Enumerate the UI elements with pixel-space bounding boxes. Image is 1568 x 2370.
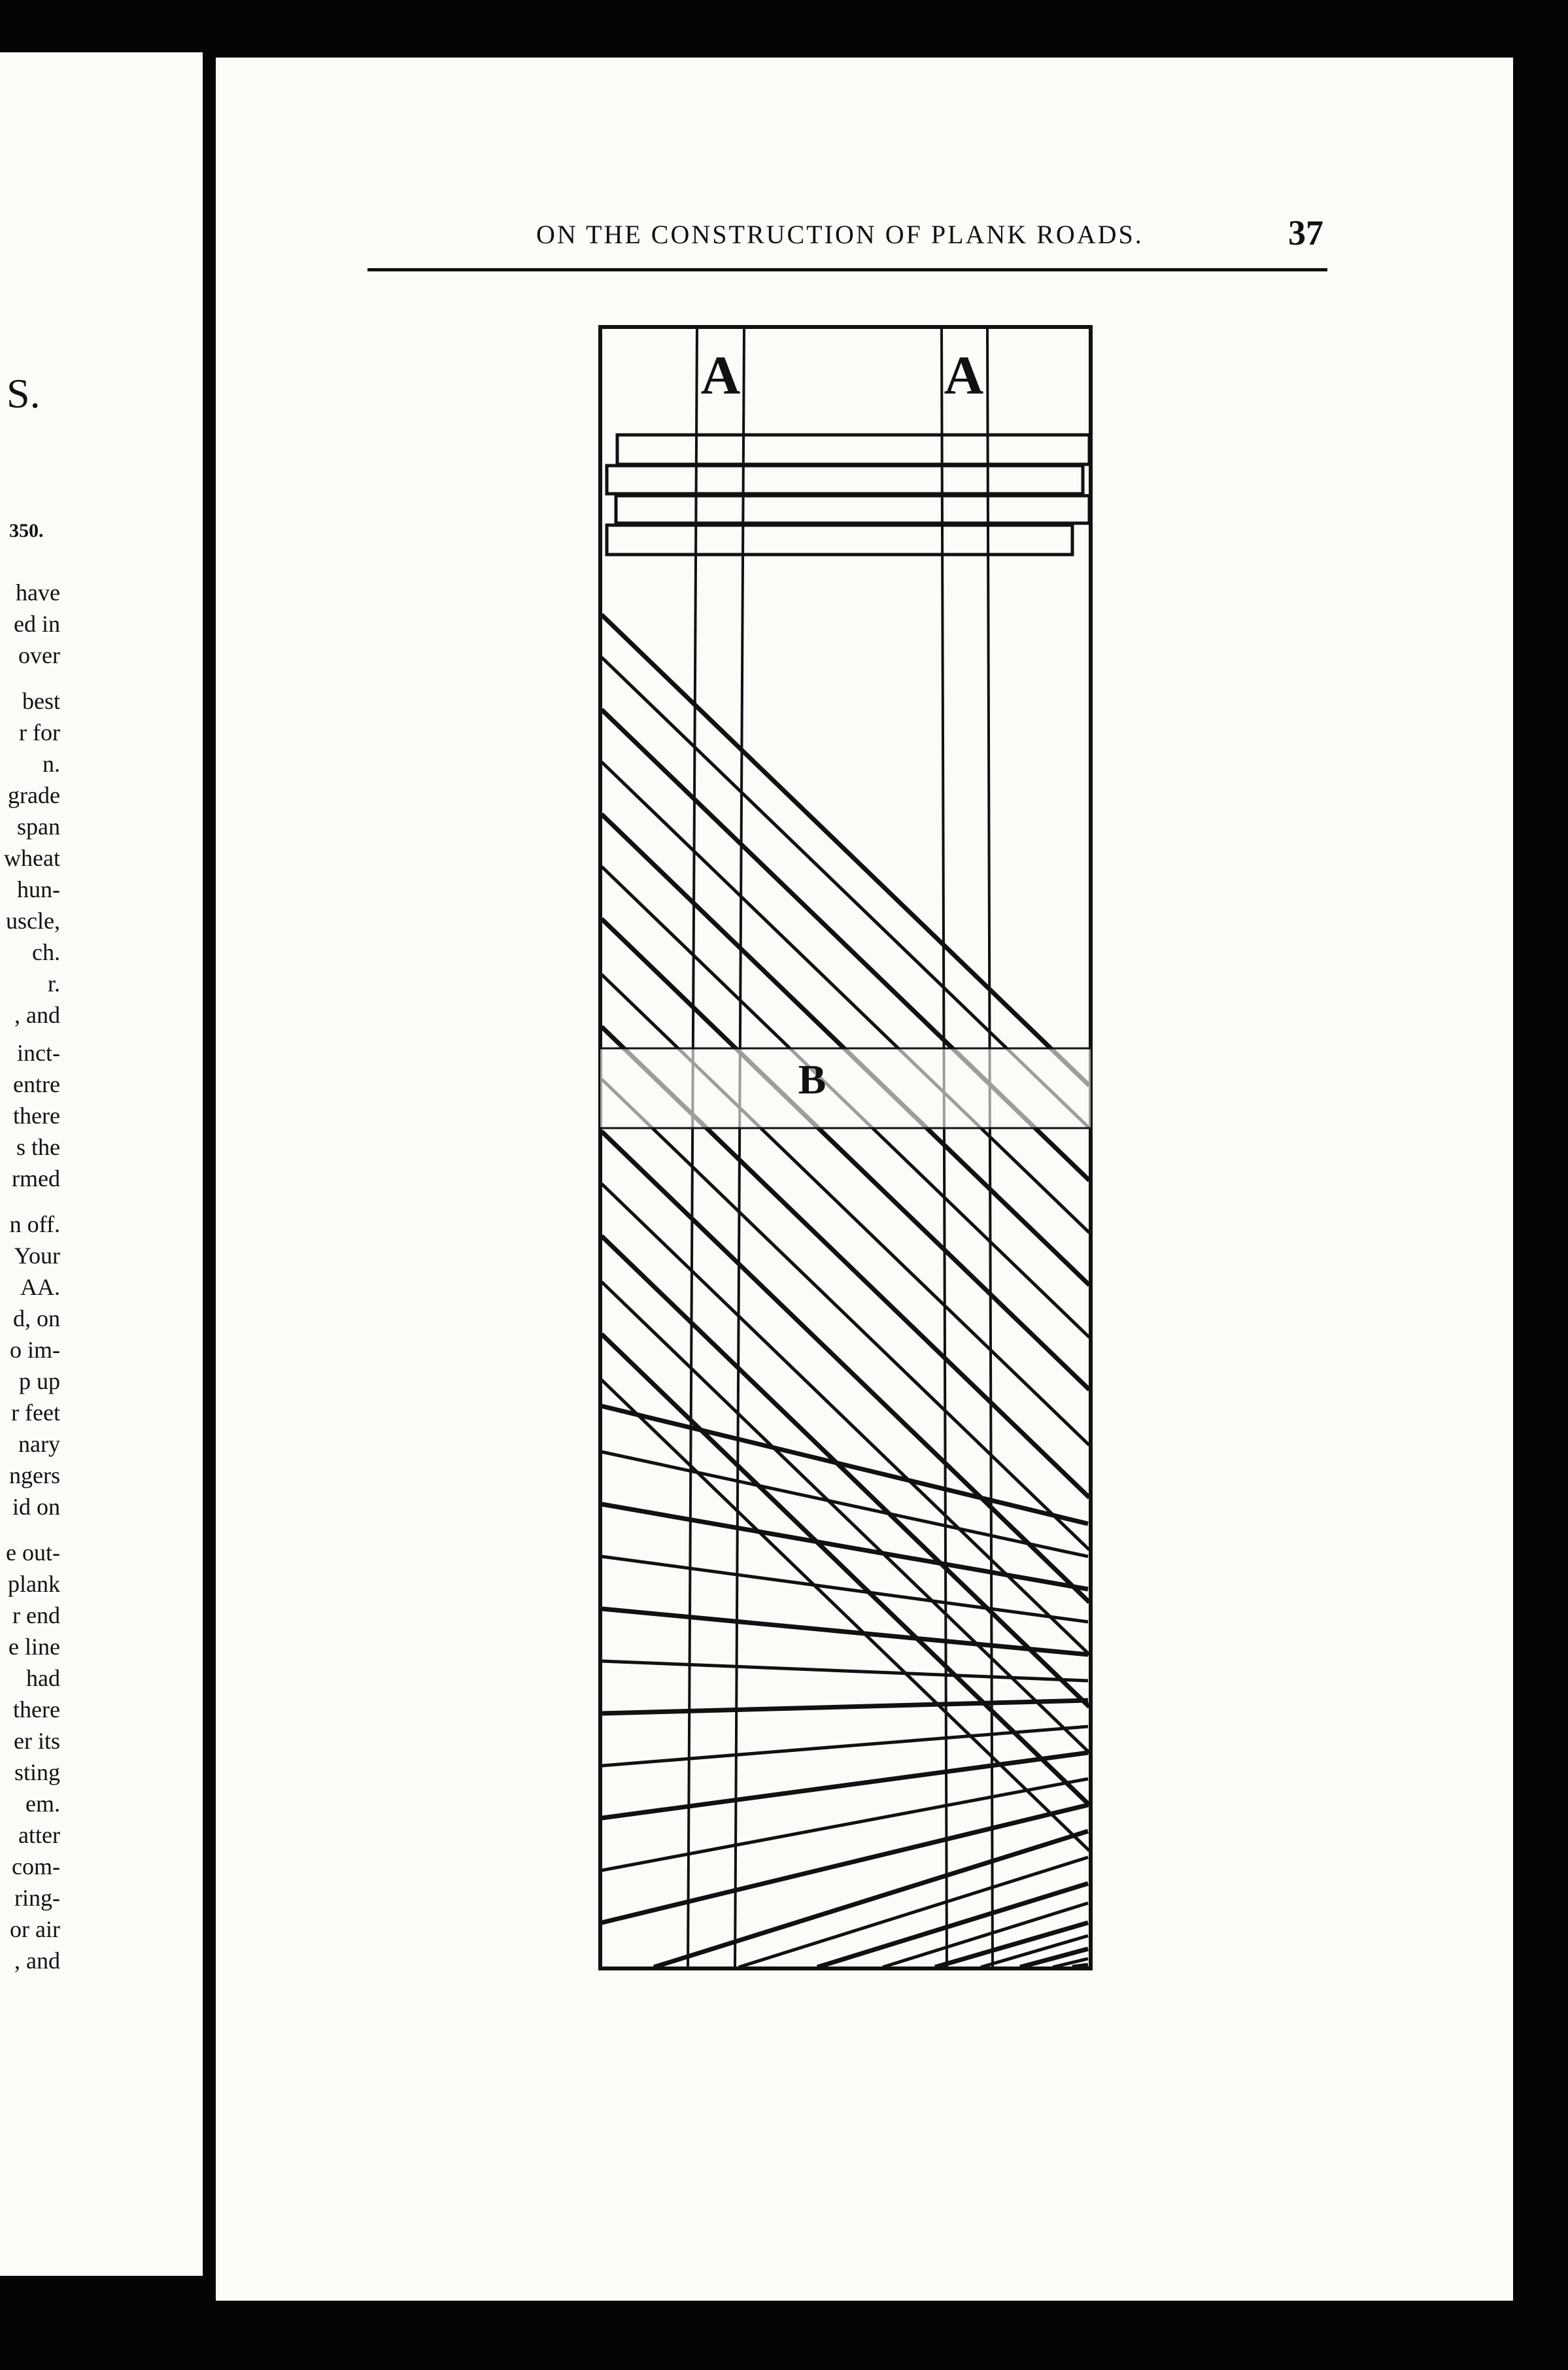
running-head: ON THE CONSTRUCTION OF PLANK ROADS.	[536, 220, 1144, 249]
diagonal-plank	[602, 974, 1089, 1445]
left-page-text-line: ch.	[32, 939, 60, 965]
diagonal-plank	[602, 1236, 1089, 1707]
left-page-text-line: p up	[19, 1368, 60, 1394]
left-page-text-line: r feet	[11, 1400, 60, 1426]
left-page-text-line: there	[13, 1103, 60, 1129]
left-page-text-line: atter	[18, 1822, 60, 1848]
diagonal-plank	[602, 615, 1089, 1086]
diagonal-plank	[602, 1184, 1089, 1655]
left-page-text-line: sting	[14, 1759, 60, 1785]
left-page-text-line: n.	[43, 751, 60, 777]
left-page-text-line: Your	[14, 1243, 60, 1269]
left-page-text-line: n off.	[9, 1211, 60, 1237]
stacked-planks	[607, 435, 1089, 555]
left-page-text-line: or air	[10, 1916, 60, 1942]
left-page-text-line: ring-	[14, 1885, 60, 1911]
label-a-right: A	[944, 345, 984, 406]
label-a-left: A	[700, 345, 741, 406]
left-page-text-line: , and	[14, 1002, 60, 1028]
left-page-text-line: e out-	[6, 1539, 60, 1566]
left-page-text-line: have	[16, 579, 60, 606]
left-page-text-line: id on	[12, 1494, 60, 1520]
fan-plank	[602, 1700, 1088, 1713]
left-page-text-line: nary	[18, 1431, 60, 1457]
left-page-text-line: rmed	[12, 1165, 60, 1192]
left-page-text-line: AA.	[20, 1274, 60, 1300]
fan-plank	[1072, 1965, 1088, 1967]
left-page-text-line: em.	[26, 1791, 60, 1817]
left-page-text-line: wheat	[4, 845, 60, 871]
stacked-plank	[607, 525, 1072, 555]
left-page-text-line: com-	[12, 1853, 60, 1880]
section-b-band	[600, 1048, 1091, 1128]
left-page-text-line: r end	[12, 1602, 60, 1628]
fan-plank	[602, 1726, 1088, 1766]
left-page-text-line: e line	[9, 1634, 60, 1660]
fan-plank	[602, 1753, 1088, 1818]
diagonal-plank	[602, 1334, 1089, 1805]
left-page-heading-fragment: S.	[7, 370, 41, 417]
label-b: B	[798, 1056, 827, 1103]
left-page-text-line: o im-	[10, 1337, 60, 1363]
fan-plank	[654, 1831, 1088, 1967]
left-page-text-line: there	[13, 1696, 60, 1723]
left-page-text-line: hun-	[17, 876, 60, 902]
left-page-text-line: entre	[13, 1071, 60, 1097]
left-page-text-line: s the	[16, 1134, 60, 1160]
stacked-plank	[617, 435, 1089, 464]
left-page-text-line: d, on	[13, 1305, 60, 1331]
left-page-text-line: er its	[14, 1728, 60, 1754]
diagonal-plank	[602, 1131, 1089, 1602]
left-page-text-line: , and	[14, 1948, 60, 1974]
left-page-text-line: ngers	[9, 1462, 60, 1488]
left-page-text-line: over	[18, 642, 60, 668]
diagonal-plank	[602, 762, 1089, 1233]
left-page-text-line: grade	[8, 782, 60, 808]
page-number: 37	[1288, 213, 1323, 252]
left-page-text-line: inct-	[17, 1040, 60, 1066]
fan-plank	[602, 1661, 1088, 1681]
left-page-text-line: ed in	[14, 611, 60, 637]
radiating-planks	[602, 1406, 1088, 1967]
left-page-text-line: uscle,	[6, 908, 60, 934]
left-page-date-fragment: 350.	[9, 520, 44, 541]
left-page-text-line: r for	[19, 719, 60, 746]
left-page-text-line: r.	[47, 970, 60, 997]
diagonal-plank	[602, 919, 1089, 1390]
left-page-text-line: plank	[8, 1571, 60, 1597]
fan-plank	[817, 1883, 1088, 1967]
left-page-text-line: had	[26, 1665, 60, 1691]
stacked-plank	[616, 496, 1089, 523]
diagonal-plank	[602, 1079, 1089, 1550]
left-page-text-line: span	[17, 814, 60, 840]
left-page-text-line: best	[22, 688, 60, 714]
stacked-plank	[607, 466, 1083, 494]
